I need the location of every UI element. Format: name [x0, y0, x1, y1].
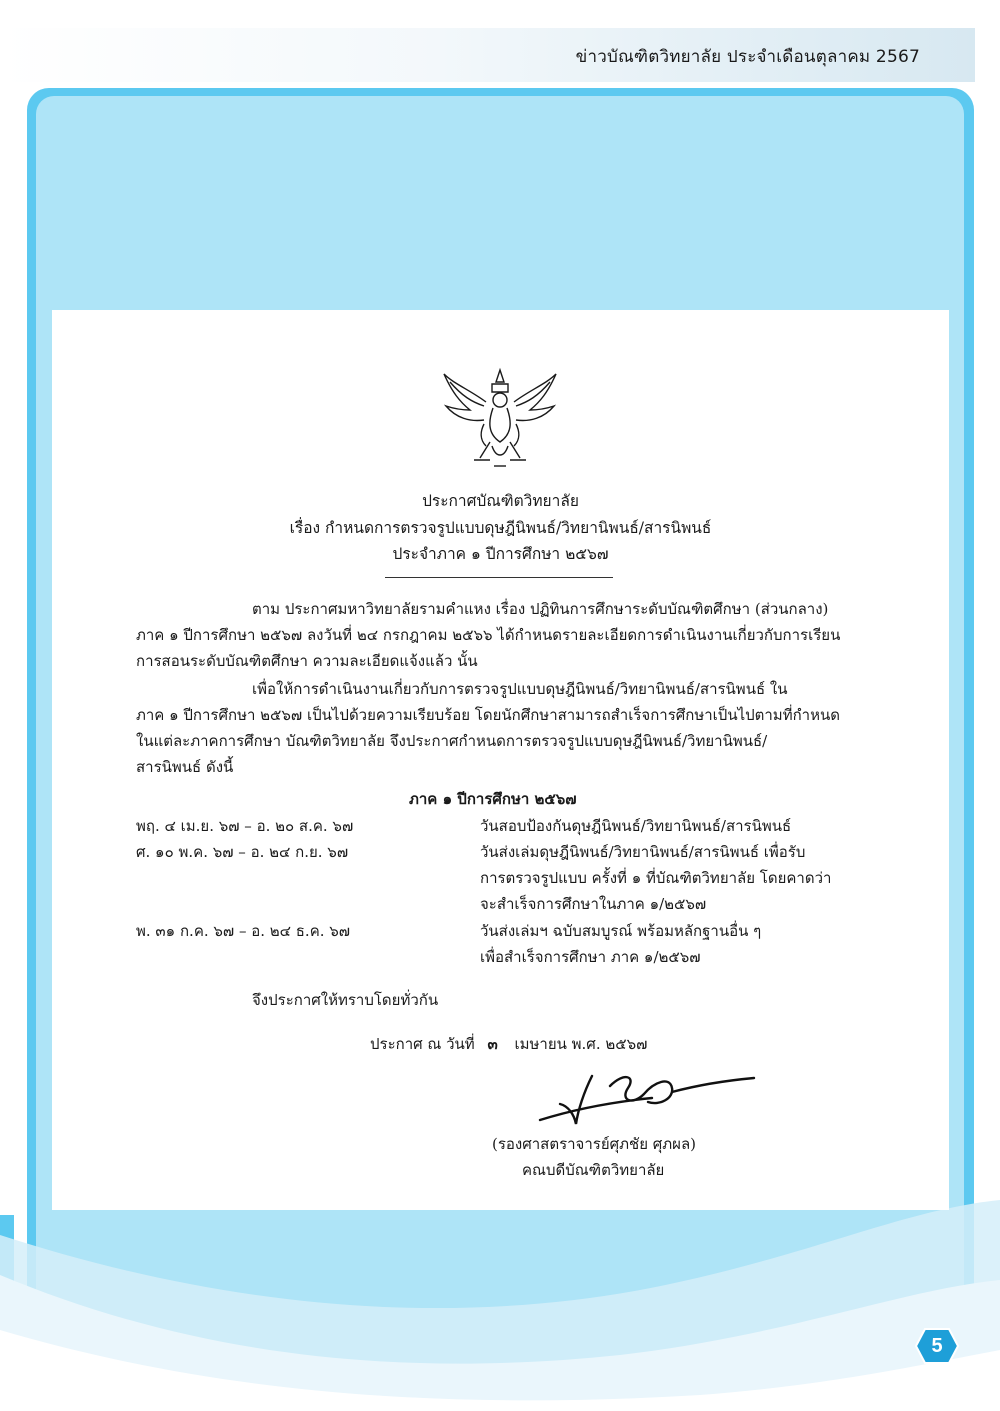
page-number: 5: [931, 1335, 943, 1357]
schedule-desc: เพื่อสำเร็จการศึกษา ภาค ๑/๒๕๖๗: [480, 948, 701, 966]
para2-line: เพื่อให้การดำเนินงานเกี่ยวกับการตรวจรูปแบบดุษฎีนิพนธ์/วิทยานิพนธ์/สารนิพนธ์ ใน: [252, 680, 788, 698]
closing-line: จึงประกาศให้ทราบโดยทั่วกัน: [252, 991, 439, 1009]
handwritten-signature: [532, 1062, 762, 1132]
decorative-waves: [0, 1180, 1000, 1411]
date-prefix: ประกาศ ณ วันที่: [370, 1035, 475, 1053]
signer-name: (รองศาสตราจารย์ศุภชัย ศุภผล): [492, 1135, 697, 1153]
para2-line: ในแต่ละภาคการศึกษา บัณฑิตวิทยาลัย จึงประกาศกำหนดการตรวจรูปแบบดุษฎีนิพนธ์/วิทยานิพนธ์/: [136, 732, 768, 750]
para1-line: ตาม ประกาศมหาวิทยาลัยรามคำแหง เรื่อง ปฏิทินการศึกษาระดับบัณฑิตศึกษา (ส่วนกลาง): [252, 600, 829, 618]
announcement-org: ประกาศบัณฑิตวิทยาลัย: [422, 492, 579, 510]
newsletter-title: ข่าวบัณฑิตวิทยาลัย ประจำเดือนตุลาคม 2567: [575, 47, 920, 67]
signer-title: คณบดีบัณฑิตวิทยาลัย: [522, 1161, 665, 1179]
para2-line: ภาค ๑ ปีการศึกษา ๒๕๖๗ เป็นไปด้วยความเรียบร้อย โดยนักศึกษาสามารถสำเร็จการศึกษาเป็นไปตามที่กำหนด: [136, 706, 840, 724]
announcement-term: ประจำภาค ๑ ปีการศึกษา ๒๕๖๗: [392, 545, 609, 563]
schedule-desc: การตรวจรูปแบบ ครั้งที่ ๑ ที่บัณฑิตวิทยาลัย โดยคาดว่า: [480, 869, 832, 887]
schedule-desc: วันส่งเล่มดุษฎีนิพนธ์/วิทยานิพนธ์/สารนิพนธ์ เพื่อรับ: [480, 843, 806, 861]
schedule-date: พฤ. ๔ เม.ย. ๖๗ – อ. ๒๐ ส.ค. ๖๗: [136, 817, 354, 835]
garuda-emblem-icon: [440, 362, 560, 472]
schedule-date: พ. ๓๑ ก.ค. ๖๗ – อ. ๒๔ ธ.ค. ๖๗: [136, 922, 351, 940]
announcement-subject: เรื่อง กำหนดการตรวจรูปแบบดุษฎีนิพนธ์/วิทยานิพนธ์/สารนิพนธ์: [289, 519, 712, 537]
schedule-desc: วันสอบป้องกันดุษฎีนิพนธ์/วิทยานิพนธ์/สารนิพนธ์: [480, 817, 792, 835]
schedule-desc: จะสำเร็จการศึกษาในภาค ๑/๒๕๖๗: [480, 895, 707, 913]
title-divider: [385, 577, 613, 578]
announcement-date: [370, 1032, 647, 1056]
schedule-desc: วันส่งเล่มฯ ฉบับสมบูรณ์ พร้อมหลักฐานอื่น ๆ: [480, 922, 762, 940]
schedule-heading: ภาค ๑ ปีการศึกษา ๒๕๖๗: [409, 790, 577, 808]
schedule-date: ศ. ๑๐ พ.ค. ๖๗ – อ. ๒๔ ก.ย. ๖๗: [136, 843, 349, 861]
date-day: ๓: [487, 1035, 498, 1053]
para1-line: การสอนระดับบัณฑิตศึกษา ความละเอียดแจ้งแล้ว นั้น: [136, 652, 478, 670]
para2-line: สารนิพนธ์ ดังนี้: [136, 758, 234, 776]
date-rest: เมษายน พ.ศ. ๒๕๖๗: [514, 1035, 648, 1053]
announcement-document: [52, 310, 949, 1210]
para1-line: ภาค ๑ ปีการศึกษา ๒๕๖๗ ลงวันที่ ๒๔ กรกฎาคม ๒๕๖๖ ได้กำหนดรายละเอียดการดำเนินงานเกี่ยวกับการเรียน: [136, 626, 841, 644]
